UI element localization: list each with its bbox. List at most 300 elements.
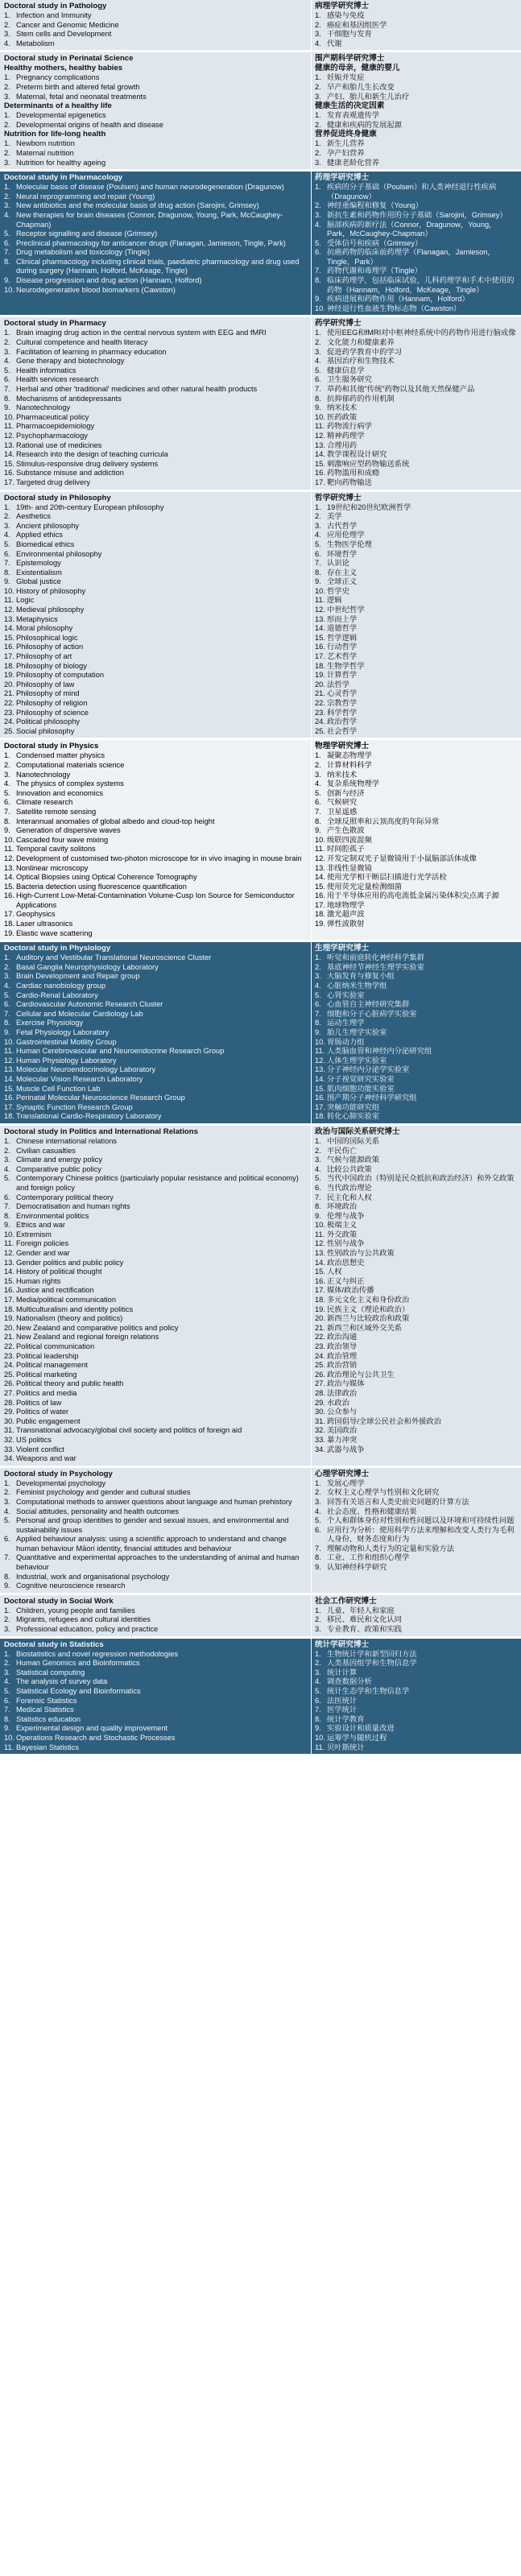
list-item	[4, 1075, 308, 1085]
list-item	[315, 1094, 518, 1103]
list-item	[4, 1399, 308, 1408]
item-number: 5.	[315, 238, 321, 247]
item-number: 28.	[315, 1388, 325, 1397]
list-item	[4, 201, 308, 211]
item-number: 1.	[315, 1136, 321, 1145]
list-item	[315, 1296, 518, 1305]
list-item	[4, 634, 308, 643]
item-number: 9.	[4, 577, 10, 586]
list-item	[4, 1582, 308, 1591]
item-number: 16.	[4, 643, 14, 651]
list-item	[315, 671, 518, 680]
item-number: 12.	[315, 1056, 325, 1065]
item-text: Statistical Ecology and Bioinformatics	[16, 1687, 141, 1695]
section-title-en: Doctoral study in Perinatal Science	[4, 54, 134, 64]
item-text: 人权	[327, 1267, 342, 1276]
item-number: 13.	[315, 614, 325, 623]
list-item	[315, 1047, 518, 1056]
item-text: Facilitation of learning in pharmacy education	[16, 347, 167, 356]
item-text: Existentialism	[16, 568, 62, 577]
item-number: 3.	[4, 1497, 10, 1506]
list-item	[315, 596, 518, 606]
list-item	[4, 1038, 308, 1048]
item-number: 7.	[315, 559, 321, 568]
list-item	[4, 1445, 308, 1455]
english-column	[0, 317, 311, 489]
item-text: Philosophy of mind	[16, 689, 80, 698]
item-number: 5.	[315, 1687, 321, 1695]
item-number: 1.	[4, 329, 10, 337]
list-item	[4, 329, 308, 338]
item-text: 社会态度、性格和健康结果	[327, 1507, 417, 1515]
list-item	[315, 577, 518, 587]
item-text: Brain Development and Repair group	[16, 972, 140, 981]
list-item	[4, 587, 308, 597]
list-item	[315, 1516, 518, 1526]
item-text: Cardiac nanobiology group	[16, 982, 106, 990]
item-number: 23.	[315, 708, 325, 717]
subheading-en: Healthy mothers, healthy babies	[4, 64, 123, 73]
item-number: 1.	[315, 73, 321, 82]
list-item	[315, 1010, 518, 1019]
section-title-zh: 生理学研究博士	[315, 944, 370, 953]
section	[0, 0, 521, 52]
item-text: 纳米技术	[327, 770, 358, 779]
list-item	[315, 864, 518, 874]
item-number: 1.	[315, 183, 321, 192]
item-text: 古代哲学	[327, 521, 358, 530]
item-text: 新抗生素和药物作用的分子基础（Sarojini，Grimsey）	[327, 210, 507, 219]
list-item	[315, 569, 518, 578]
english-column	[0, 1639, 311, 1755]
item-number: 3.	[4, 770, 10, 779]
item-text: 感染与免疫	[327, 11, 365, 19]
list-item	[315, 93, 518, 102]
item-number: 1.	[4, 11, 10, 19]
list-item	[4, 873, 308, 883]
item-number: 8.	[4, 1211, 10, 1220]
list-item	[315, 1526, 518, 1544]
item-number: 9.	[315, 1724, 321, 1733]
item-number: 12.	[4, 431, 14, 440]
item-number: 34.	[315, 1445, 325, 1453]
section-title-en: Doctoral study in Social Work	[4, 1596, 114, 1606]
item-text: 19th- and 20th-century European philosophy	[16, 502, 164, 511]
item-number: 3.	[4, 1156, 10, 1164]
item-text: Foreign policies	[16, 1239, 69, 1248]
item-text: Bacteria detection using fluorescence quantification	[16, 882, 187, 891]
item-text: Statistical computing	[16, 1668, 85, 1677]
item-text: 纳米技术	[327, 403, 358, 412]
item-number: 16.	[315, 469, 325, 478]
item-text: 法医统计	[327, 1696, 358, 1705]
list-item	[315, 1361, 518, 1371]
item-number: 2.	[4, 760, 10, 769]
item-number: 19.	[4, 928, 14, 937]
subheading-en: Determinants of a healthy life	[4, 101, 112, 111]
list-item	[315, 854, 518, 864]
item-text: Politics of law	[16, 1398, 62, 1407]
list-item	[315, 21, 518, 31]
item-number: 9.	[4, 1582, 10, 1590]
item-number: 5.	[4, 229, 10, 238]
list-item	[4, 121, 308, 130]
item-text: 媒体/政治传播	[327, 1286, 374, 1295]
item-text: 比较公共政策	[327, 1164, 372, 1173]
item-text: 美国政治	[327, 1426, 358, 1435]
item-number: 16.	[315, 1094, 325, 1102]
item-number: 3.	[315, 1625, 321, 1634]
item-text: Philosophy of biology	[16, 661, 87, 670]
list-item	[4, 1408, 308, 1417]
item-number: 3.	[315, 770, 321, 779]
list-item	[4, 680, 308, 690]
item-number: 9.	[315, 577, 321, 586]
item-number: 26.	[4, 1379, 14, 1388]
list-item	[4, 139, 308, 149]
list-item	[315, 1544, 518, 1554]
item-text: Human Physiology Laboratory	[16, 1056, 117, 1065]
list-item	[315, 817, 518, 827]
item-text: 民主化和人权	[327, 1193, 372, 1201]
item-number: 5.	[315, 1174, 321, 1183]
item-number: 5.	[4, 1516, 10, 1525]
list-item	[4, 1479, 308, 1489]
item-number: 2.	[4, 1146, 10, 1155]
list-item	[315, 1239, 518, 1249]
item-text: Violent conflict	[16, 1445, 64, 1453]
item-text: 非线性显微镜	[327, 863, 372, 872]
list-item	[4, 1103, 308, 1113]
chinese-column	[311, 942, 521, 1123]
item-text: 产生色散波	[327, 826, 365, 835]
item-text: 环境哲学	[327, 549, 358, 558]
chinese-column	[311, 52, 521, 169]
section-row	[0, 52, 521, 169]
list-item	[4, 1573, 308, 1582]
item-number: 10.	[315, 1037, 325, 1046]
item-number: 1.	[4, 953, 10, 962]
list-item	[315, 751, 518, 761]
item-text: Philosophy of religion	[16, 699, 88, 707]
item-text: Developmental epigenetics	[16, 111, 106, 120]
list-item	[4, 258, 308, 276]
item-text: Receptor signalling and disease (Grimsey)	[16, 229, 158, 238]
section-row	[0, 942, 521, 1123]
list-item	[315, 1103, 518, 1113]
item-number: 19.	[315, 920, 325, 928]
item-text: Professional education, policy and practice	[16, 1625, 159, 1634]
item-number: 16.	[4, 891, 14, 900]
item-number: 3.	[315, 158, 321, 167]
list-item	[4, 348, 308, 358]
list-item	[4, 963, 308, 973]
item-number: 3.	[4, 347, 10, 356]
item-text: Forensic Statistics	[16, 1696, 77, 1705]
item-text: 全球正义	[327, 577, 358, 586]
item-number: 3.	[315, 1497, 321, 1506]
item-number: 22.	[4, 1342, 14, 1350]
item-text: New therapies for brain diseases (Connor, Dragunow, Young, Park, McCaughey-Chapman)	[16, 210, 283, 229]
item-number: 1.	[4, 1478, 10, 1487]
item-number: 17.	[315, 478, 325, 486]
item-text: 运动生理学	[327, 1019, 365, 1028]
item-text: Migrants, refugees and cultural identities	[16, 1615, 151, 1624]
item-text: 细胞和分子心脏病学实验室	[327, 1009, 417, 1018]
item-text: Nutrition for healthy ageing	[16, 158, 106, 167]
item-number: 27.	[4, 1388, 14, 1397]
list-item	[315, 550, 518, 560]
item-text: Climate and energy policy	[16, 1156, 102, 1164]
item-text: 武器与战争	[327, 1445, 365, 1453]
item-number: 11.	[315, 422, 325, 431]
item-text: Herbal and other 'traditional' medicines and other natural health products	[16, 385, 258, 393]
item-text: Applied ethics	[16, 531, 63, 540]
list-item	[315, 1221, 518, 1230]
item-number: 21.	[315, 689, 325, 698]
list-item	[4, 1650, 308, 1660]
item-text: 产妇、胎儿和新生儿治疗	[327, 92, 410, 101]
item-text: Moral philosophy	[16, 624, 73, 633]
list-item	[4, 1706, 308, 1715]
item-number: 31.	[315, 1416, 325, 1425]
section-row	[0, 740, 521, 940]
list-item	[315, 1056, 518, 1066]
english-column	[0, 492, 311, 738]
list-item	[315, 211, 518, 221]
item-text: 运筹学与随机过程	[327, 1733, 387, 1742]
item-text: 地球物理学	[327, 900, 365, 909]
item-number: 16.	[315, 891, 325, 900]
item-number: 1.	[315, 11, 321, 19]
item-number: 8.	[315, 276, 321, 285]
item-number: 18.	[4, 920, 14, 928]
item-text: 心肾实验室	[327, 990, 365, 999]
section-row	[0, 1639, 521, 1755]
item-number: 14.	[4, 624, 14, 633]
item-text: 转化心肺实验室	[327, 1112, 380, 1121]
list-item	[4, 550, 308, 560]
list-item	[315, 1137, 518, 1147]
item-number: 1.	[315, 1649, 321, 1658]
item-number: 4.	[315, 39, 321, 48]
item-number: 2.	[4, 148, 10, 157]
item-text: Cellular and Molecular Cardiology Lab	[16, 1009, 143, 1018]
item-text: 发展心理学	[327, 1478, 365, 1487]
item-number: 19.	[315, 1305, 325, 1313]
item-number: 17.	[315, 900, 325, 909]
list-item	[4, 357, 308, 366]
item-text: History of philosophy	[16, 586, 86, 595]
list-item	[4, 727, 308, 737]
list-item	[4, 385, 308, 395]
item-number: 10.	[315, 586, 325, 595]
item-text: 政治管理	[327, 1351, 358, 1360]
item-number: 9.	[4, 826, 10, 835]
item-text: Developmental origins of health and disease	[16, 120, 163, 129]
item-text: Personal and group identities to gender and sexual issues, and environmental and sustainability issues	[16, 1516, 289, 1534]
list-item	[4, 30, 308, 39]
item-text: 跨国倡导/全球公民社会和外援政治	[327, 1416, 442, 1425]
list-item	[4, 1371, 308, 1380]
list-item	[4, 229, 308, 239]
item-text: Stimulus-responsive drug delivery systems	[16, 459, 159, 468]
item-number: 22.	[315, 1333, 325, 1342]
item-text: 气候与能源政策	[327, 1156, 380, 1164]
section-title-zh: 药理学研究博士	[315, 173, 370, 183]
list-item	[315, 836, 518, 846]
item-number: 4.	[4, 39, 10, 48]
item-text: 全球反照率和云顶高度的年际异常	[327, 817, 440, 825]
item-number: 3.	[4, 201, 10, 210]
item-number: 20.	[315, 1314, 325, 1323]
item-number: 12.	[315, 431, 325, 440]
item-number: 7.	[4, 1009, 10, 1018]
list-item	[4, 1361, 308, 1371]
item-text: Climate research	[16, 798, 73, 807]
item-number: 4.	[4, 531, 10, 540]
item-number: 2.	[315, 1659, 321, 1668]
list-item	[315, 403, 518, 413]
list-item	[4, 1659, 308, 1668]
item-text: 人类基因组学和生物信息学	[327, 1659, 417, 1668]
list-item	[4, 1249, 308, 1259]
chinese-column	[311, 1126, 521, 1466]
item-number: 30.	[4, 1416, 14, 1425]
list-item	[315, 624, 518, 634]
item-text: The analysis of survey data	[16, 1677, 108, 1686]
item-text: 时间腔孤子	[327, 845, 365, 854]
section-title-en: Doctoral study in Politics and International Relations	[4, 1127, 198, 1136]
item-number: 7.	[315, 1193, 321, 1201]
list-item	[4, 596, 308, 606]
item-text: Gender and war	[16, 1249, 70, 1258]
item-number: 4.	[315, 982, 321, 990]
chinese-column	[311, 740, 521, 940]
chinese-column	[311, 0, 521, 50]
item-number: 9.	[315, 295, 321, 304]
section	[0, 492, 521, 741]
section-title-zh: 物理学研究博士	[315, 742, 370, 751]
list-item	[4, 366, 308, 376]
english-column	[0, 1126, 311, 1466]
list-item	[315, 366, 518, 376]
item-text: 分子视觉研究实验室	[327, 1074, 395, 1083]
list-item	[315, 1426, 518, 1436]
list-item	[4, 248, 308, 258]
item-text: Democratisation and human rights	[16, 1202, 130, 1211]
item-number: 34.	[4, 1454, 14, 1463]
list-item	[4, 375, 308, 385]
item-text: Temporal cavity solitons	[16, 845, 96, 854]
item-number: 4.	[4, 210, 10, 219]
item-text: 药物滥用和成瘾	[327, 469, 380, 478]
item-text: 正义与纠正	[327, 1276, 365, 1285]
section	[0, 317, 521, 491]
english-column	[0, 942, 311, 1123]
list-item	[315, 845, 518, 854]
item-number: 4.	[315, 1677, 321, 1686]
item-number: 6.	[315, 1183, 321, 1192]
list-item	[4, 1156, 308, 1165]
item-number: 13.	[4, 1258, 14, 1267]
list-item	[315, 1659, 518, 1668]
item-text: 抗抑郁药的作用机制	[327, 394, 395, 403]
item-text: 法哲学	[327, 680, 349, 688]
item-text: 宗教哲学	[327, 699, 358, 707]
item-text: 中国的国际关系	[327, 1136, 380, 1145]
item-text: Epistemology	[16, 559, 61, 568]
list-item	[315, 1399, 518, 1408]
item-text: Health informatics	[16, 366, 76, 374]
item-number: 1.	[4, 1136, 10, 1145]
list-item	[315, 1028, 518, 1038]
item-number: 23.	[315, 1342, 325, 1350]
item-number: 13.	[315, 1065, 325, 1074]
section	[0, 172, 521, 317]
item-number: 8.	[4, 1714, 10, 1723]
list-item	[4, 779, 308, 789]
list-item	[4, 953, 308, 963]
item-text: Nanotechnology	[16, 403, 71, 412]
list-item	[315, 1445, 518, 1455]
item-number: 1.	[315, 329, 321, 337]
section-row	[0, 172, 521, 315]
list-item	[315, 111, 518, 121]
item-number: 12.	[315, 854, 325, 862]
list-item	[4, 1112, 308, 1122]
item-number: 18.	[315, 661, 325, 670]
item-text: 凝聚态物理学	[327, 751, 372, 760]
item-number: 1.	[4, 73, 10, 82]
item-number: 11.	[315, 1047, 325, 1056]
item-number: 20.	[4, 1323, 14, 1332]
item-number: 14.	[4, 1267, 14, 1276]
item-number: 6.	[4, 1696, 10, 1705]
item-number: 1.	[4, 139, 10, 148]
item-text: 合理用药	[327, 440, 358, 449]
list-item	[4, 450, 308, 460]
item-number: 5.	[4, 540, 10, 548]
item-text: 文化能力和健康素养	[327, 338, 395, 347]
list-item	[315, 1389, 518, 1399]
item-text: Civilian casualties	[16, 1146, 76, 1155]
item-text: 代谢	[327, 39, 342, 48]
list-item	[4, 1498, 308, 1507]
list-item	[4, 1507, 308, 1517]
item-text: 水政治	[327, 1398, 349, 1407]
list-item	[315, 39, 518, 49]
item-number: 10.	[315, 1221, 325, 1230]
item-number: 5.	[315, 540, 321, 548]
list-item	[315, 1075, 518, 1085]
item-number: 4.	[4, 1677, 10, 1686]
item-number: 6.	[4, 1000, 10, 1009]
item-text: New antibiotics and the molecular basis of drug action (Sarojini, Grimsey)	[16, 201, 259, 210]
item-number: 1.	[315, 1606, 321, 1615]
section-row	[0, 1468, 521, 1593]
list-item	[315, 1324, 518, 1333]
item-text: 受体信号和疾病（Grimsey）	[327, 238, 423, 247]
item-number: 6.	[4, 375, 10, 384]
list-item	[315, 512, 518, 522]
item-text: 人类脑血管和神经内分泌研究组	[327, 1047, 432, 1056]
list-item	[4, 512, 308, 522]
item-number: 13.	[315, 1249, 325, 1258]
list-item	[315, 450, 518, 460]
list-item	[4, 991, 308, 1001]
item-number: 16.	[315, 643, 325, 651]
